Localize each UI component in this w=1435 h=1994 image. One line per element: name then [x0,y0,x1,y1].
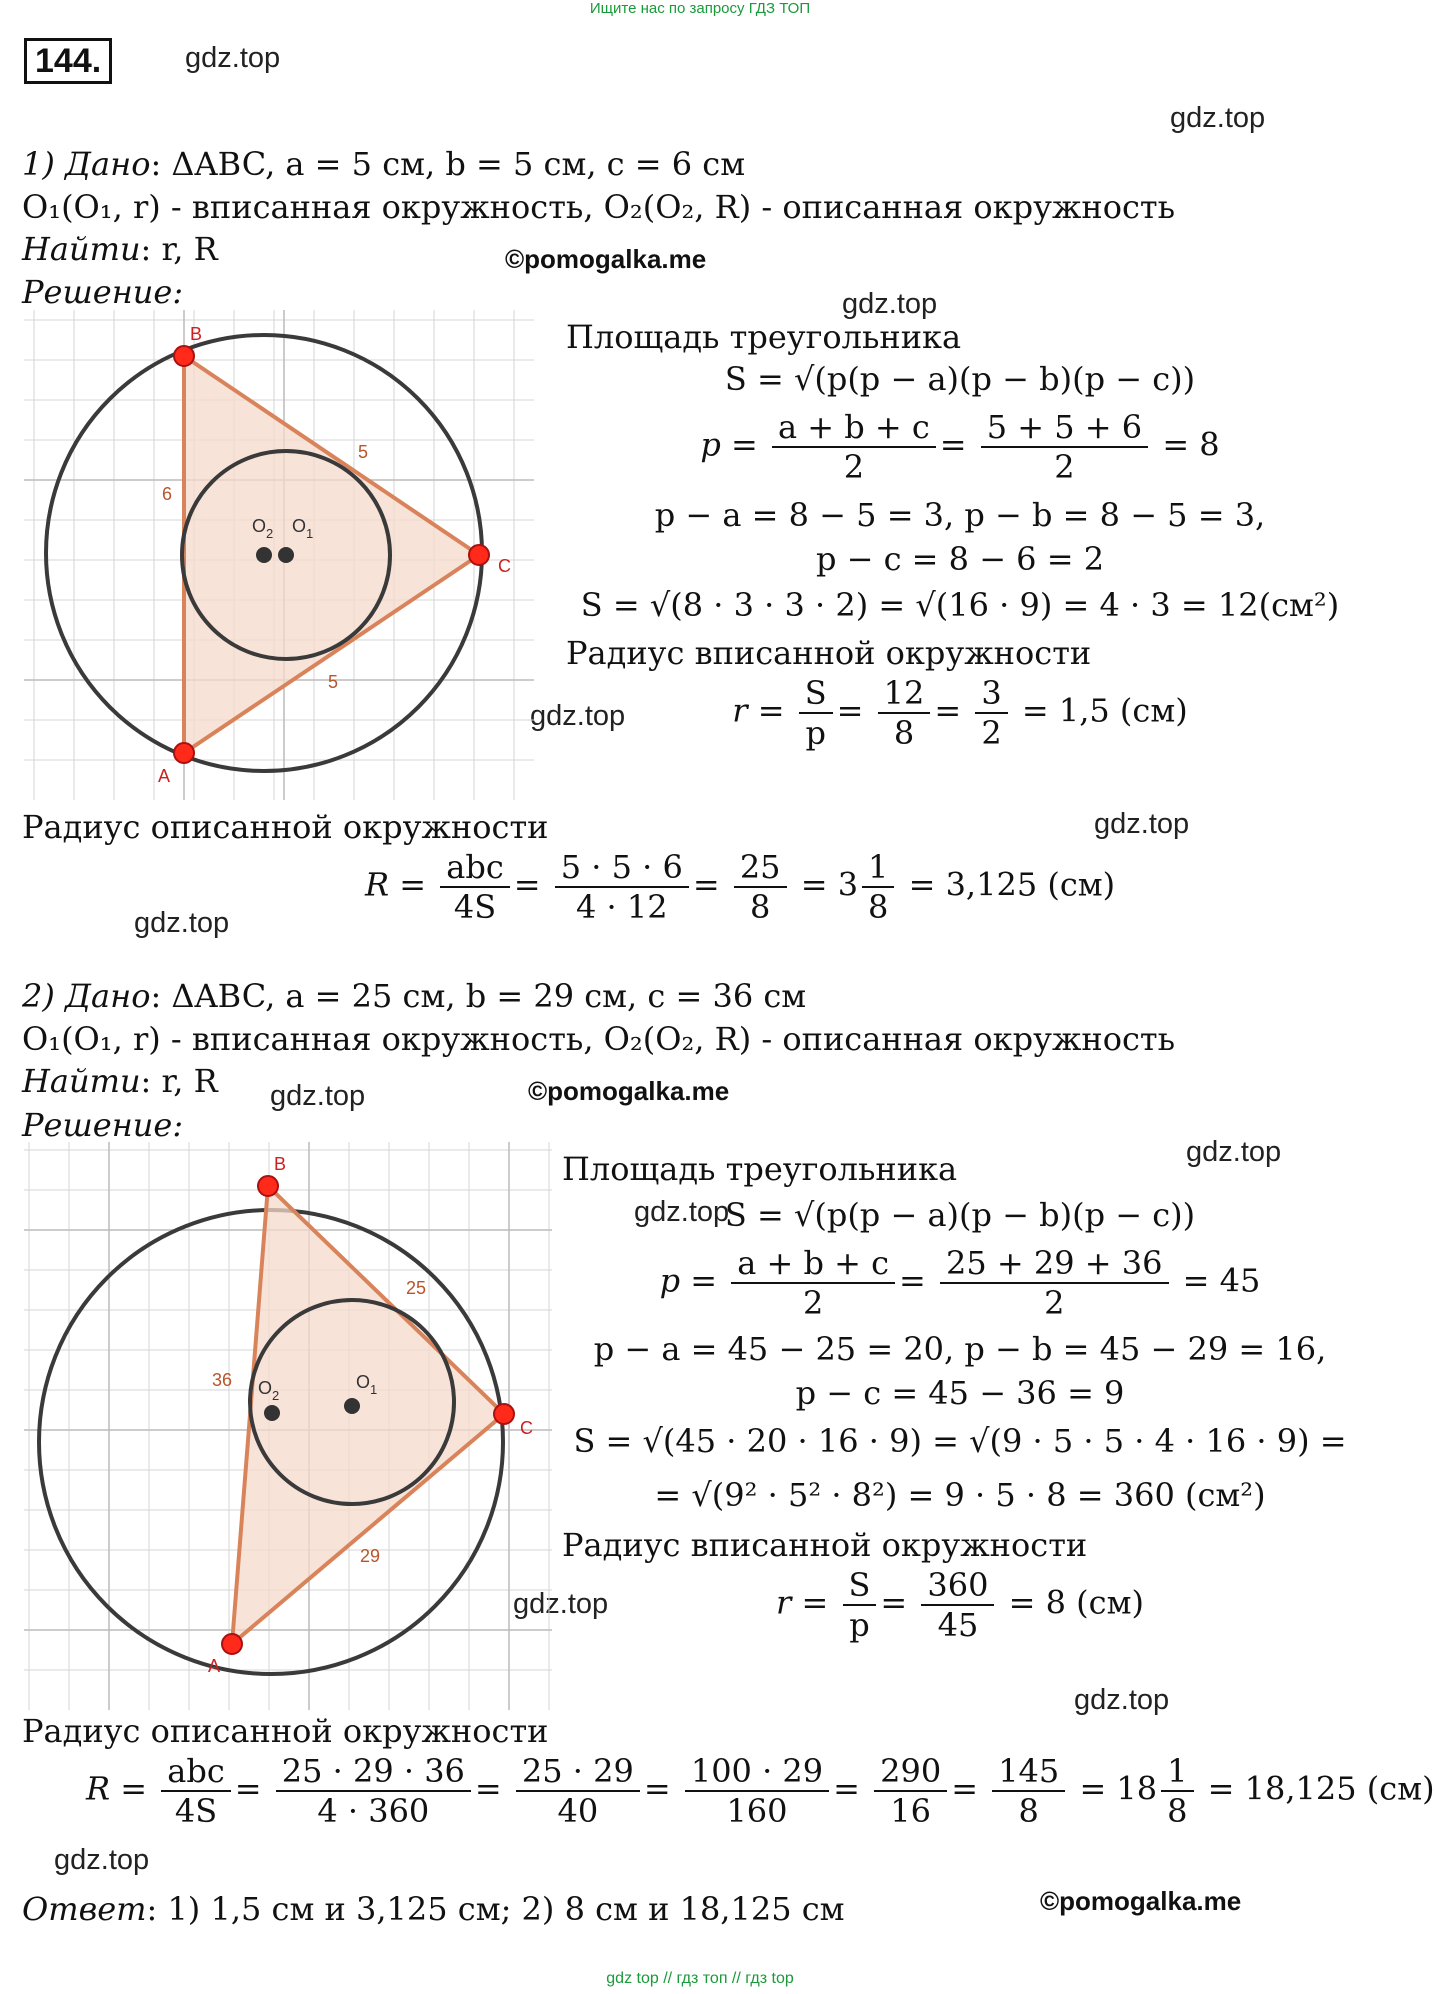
p-lhs: p = [700,425,758,464]
vertex-label-b: B [190,324,203,344]
side-label-bc: 25 [406,1278,427,1298]
p-minus-c-1: p − c = 8 − 6 = 2 [815,540,1105,578]
find-values: : r, R [140,230,218,268]
watermark-gdz: gdz.top [1186,1136,1282,1168]
watermark-pomogalka: ©pomogalka.me [1040,1886,1242,1916]
fraction: $\frac{145}{8}$ [992,1752,1065,1830]
incenter-point [278,547,294,563]
top-banner: Ищите нас по запросу ГДЗ ТОП [589,0,811,17]
fraction: $\frac{\text{abc}}{4S}$ [440,848,509,926]
fraction: $\frac{25 \cdot 29 \cdot 36}{4 \cdot 360}$ [276,1752,471,1830]
heron-formula-2: S = √(p(p − a)(p − b)(p − c)) [724,1196,1196,1234]
watermark-gdz: gdz.top [54,1844,150,1876]
part2-solution-label [22,1106,183,1144]
fraction: $\frac{a + b + c}{2}$ [731,1244,895,1322]
watermark-pomogalka: ©pomogalka.me [528,1076,730,1106]
area-calc-2b: = √(9² · 5² · 8²) = 9 · 5 · 8 = 360 (см²) [654,1476,1266,1514]
given-label: 1) Дано [22,145,151,183]
side-label-bc: 5 [358,442,369,462]
p-result: = 8 [1162,425,1220,464]
fraction: $\frac{1}{8}$ [1161,1752,1193,1830]
fraction: $\frac{100 \cdot 29}{160}$ [685,1752,829,1830]
task-number: 144. [24,38,112,84]
circumcenter-point [264,1405,280,1421]
part1-circles: O₁(O₁, r) - вписанная окружность, O₂(O₂, R) - описанная окружность [22,188,1176,226]
triangle-diagram-2 [24,1142,552,1710]
inradius-formula-2: r = $\frac{S}{p}$ = $\frac{360}{45}$ = 8 (см) [776,1566,1144,1644]
given-values: : ΔABC, a = 5 см, b = 5 см, c = 6 см [150,145,746,183]
watermark-gdz: gdz.top [1094,808,1190,840]
area-heading-2: Площадь треугольника [562,1150,958,1188]
fraction: $\frac{25 \cdot 29}{40}$ [516,1752,640,1830]
vertex-a [174,743,194,763]
watermark-gdz: gdz.top [842,288,938,320]
circumcenter-label: $O_2$ [258,1378,280,1403]
watermark-gdz: gdz.top [185,42,281,74]
solution-label: Решение: [22,1106,184,1144]
vertex-c [494,1404,514,1424]
fraction: $\frac{S}{p}$ [843,1566,877,1644]
fraction: $\frac{360}{45}$ [921,1566,994,1644]
area-calc-2a: S = √(45 · 20 · 16 · 9) = √(9 · 5 · 5 · 4 · 16 · 9) = [573,1422,1347,1460]
p-lhs: p = [659,1261,718,1300]
part2-given [22,977,806,1015]
vertex-label-c: C [498,556,511,576]
fraction: $\frac{5 + 5 + 6}{2}$ [981,408,1148,486]
watermark-gdz: gdz.top [1074,1684,1170,1716]
p-result: = 45 [1182,1261,1261,1300]
watermark-gdz: gdz.top [530,700,626,732]
watermark-pomogalka: ©pomogalka.me [505,244,707,274]
circumradius-heading-2: Радиус описанной окружности [22,1712,549,1750]
fraction: $\frac{5 \cdot 5 \cdot 6}{4 \cdot 12}$ [555,848,689,926]
fraction: $\frac{\text{abc}}{4S}$ [161,1752,230,1830]
watermark-gdz: gdz.top [513,1588,609,1620]
fraction: $\frac{290}{16}$ [874,1752,947,1830]
solution-label: Решение: [22,273,184,311]
side-label-ac: 29 [360,1546,381,1566]
vertex-a [222,1634,242,1654]
part1-solution-label [22,273,183,311]
answer-label: Ответ [22,1890,147,1928]
p-differences-1: p − a = 8 − 5 = 3, p − b = 8 − 5 = 3, [654,496,1266,534]
part1-find [22,230,218,268]
p-differences-2: p − a = 45 − 25 = 20, p − b = 45 − 29 = 16, [593,1330,1327,1368]
vertex-label-b: B [274,1154,287,1174]
inradius-heading-1: Радиус вписанной окружности [566,634,1092,672]
find-values: : r, R [140,1062,218,1100]
find-label: Найти [22,1062,141,1100]
fraction: $\frac{25 + 29 + 36}{2}$ [940,1244,1168,1322]
inradius-formula-1: r = $\frac{S}{p}$ = $\frac{12}{8}$ = $\frac{3}{2}$ = 1,5 (см) [732,674,1188,752]
inradius-heading-2: Радиус вписанной окружности [562,1526,1088,1564]
vertex-label-c: C [520,1418,533,1438]
heron-formula-1: S = √(p(p − a)(p − b)(p − c)) [724,360,1196,398]
answer-text: : 1) 1,5 см и 3,125 см; 2) 8 см и 18,125 см [146,1890,845,1928]
side-label-ac: 5 [328,672,339,692]
watermark-gdz: gdz.top [634,1196,730,1228]
find-label: Найти [22,230,141,268]
side-label-ab: 36 [212,1370,233,1390]
answer [22,1890,845,1928]
vertex-b [174,346,194,366]
incenter-point [344,1398,360,1414]
circumcenter-point [256,547,272,563]
fraction: $\frac{a + b + c}{2}$ [772,408,936,486]
side-label-ab: 6 [162,484,173,504]
semiperimeter-1: p = $\frac{a + b + c}{2}$ = $\frac{5 + 5 + 6}{2}$ = 8 [700,408,1220,486]
vertex-label-a: A [158,766,171,786]
p-minus-c-2: p − c = 45 − 36 = 9 [795,1374,1125,1412]
semiperimeter-2: p = $\frac{a + b + c}{2}$ = $\frac{25 + 29 + 36}{2}$ = 45 [659,1244,1261,1322]
circumcenter-label: $O_2$ [252,516,274,541]
watermark-gdz: gdz.top [134,907,230,939]
area-heading-1: Площадь треугольника [566,318,962,356]
watermark-gdz: gdz.top [270,1080,366,1112]
part2-find [22,1062,218,1100]
fraction: $\frac{S}{p}$ [799,674,833,752]
given-label: 2) Дано [22,977,151,1015]
vertex-c [469,545,489,565]
footer: gdz top // гдз топ // гдз top [606,1970,794,1987]
watermark-gdz: gdz.top [1170,102,1266,134]
incenter-label: $O_1$ [292,516,314,541]
part1-given [22,145,745,183]
incenter-label: $O_1$ [356,1372,378,1397]
circumradius-formula-1: R = $\frac{\text{abc}}{4S}$ = $\frac{5 \cdot 5 \cdot 6}{4 \cdot 12}$ = $\frac{25}{8}$ = 3 $\frac{1}{8}$ = 3,125 (см) [365,848,1116,926]
fraction: $\frac{25}{8}$ [734,848,787,926]
circumradius-formula-2: R = $\frac{\text{abc}}{4S}$ = $\frac{25 \cdot 29 \cdot 36}{4 \cdot 360}$ = $\frac{25 \cdot 29}{40}$ = $\frac{100 \cdot 29}{160}$ = $\frac{290}{16}$ = $\frac{145}{8}$ = 18 $\frac{1}{8}$ = 18,125 (см) [86,1752,1435,1830]
circumradius-heading-1: Радиус описанной окружности [22,808,549,846]
fraction: $\frac{3}{2}$ [975,674,1007,752]
fraction: $\frac{12}{8}$ [878,674,931,752]
given-values: : ΔABC, a = 25 см, b = 29 см, c = 36 см [150,977,807,1015]
fraction: $\frac{1}{8}$ [862,848,894,926]
vertex-label-a: A [208,1656,221,1676]
vertex-b [258,1176,278,1196]
area-calc-1: S = √(8 · 3 · 3 · 2) = √(16 · 9) = 4 · 3 = 12(см²) [580,586,1340,624]
part2-circles: O₁(O₁, r) - вписанная окружность, O₂(O₂, R) - описанная окружность [22,1020,1176,1058]
triangle-diagram-1 [24,310,534,800]
